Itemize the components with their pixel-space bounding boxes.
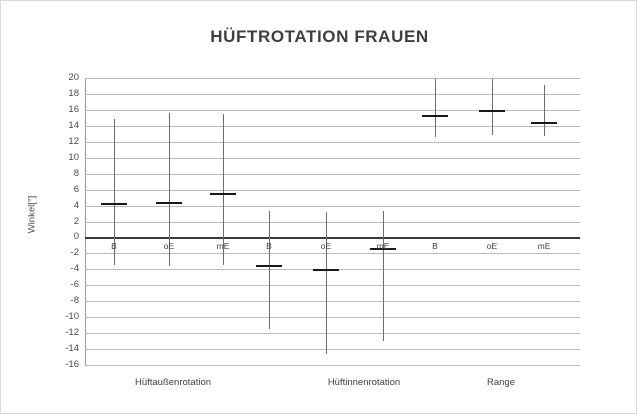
gridline: [85, 222, 580, 223]
range-whisker: [492, 79, 493, 135]
mean-marker: [313, 269, 339, 271]
gridline: [85, 301, 580, 302]
mean-marker: [101, 203, 127, 205]
gridline: [85, 285, 580, 286]
y-axis-label-box: [23, 161, 39, 281]
y-axis-tick-label: -14: [65, 343, 79, 355]
gridline: [85, 158, 580, 159]
y-axis-tick-label: 2: [73, 215, 79, 227]
y-axis-tick-label: -6: [70, 279, 79, 291]
group-axis-label: Hüftinnenrotation: [327, 377, 401, 388]
plot-area: [85, 78, 580, 365]
y-axis-label: Winkel[°]: [26, 195, 38, 234]
group-axis-label: Range: [487, 377, 515, 388]
y-axis-tick-label: -16: [65, 359, 79, 370]
y-axis-tick-label: -8: [70, 295, 79, 307]
series-point-label: B: [432, 241, 438, 252]
y-axis-tick-label: -12: [65, 327, 79, 339]
gridline: [85, 142, 580, 143]
gridline: [85, 206, 580, 207]
group-axis-label: Hüftaußenrotation: [134, 377, 212, 388]
range-whisker: [326, 212, 327, 354]
mean-marker: [531, 122, 557, 124]
y-axis-tick-label: 20: [68, 72, 79, 83]
series-point-label: oE: [163, 241, 175, 252]
gridline: [85, 94, 580, 95]
series-point-label: mE: [216, 241, 230, 252]
y-axis-tick-label: 10: [68, 151, 79, 163]
y-axis-tick-label: -10: [65, 311, 79, 323]
series-point-label: oE: [486, 241, 498, 252]
y-axis-tick-label: 4: [73, 199, 79, 211]
y-axis-tick-label: 8: [73, 167, 79, 179]
range-whisker: [269, 211, 270, 329]
y-axis-tick-label: 6: [73, 183, 79, 195]
mean-marker: [479, 110, 505, 112]
range-whisker: [383, 211, 384, 341]
gridline: [85, 78, 580, 79]
mean-marker: [256, 265, 282, 267]
y-axis-tick-label: -4: [70, 263, 79, 275]
gridline: [85, 333, 580, 334]
mean-marker: [422, 115, 448, 117]
y-axis-tick-label: 0: [73, 231, 79, 243]
range-whisker: [544, 85, 545, 136]
mean-marker: [156, 202, 182, 204]
gridline: [85, 190, 580, 191]
y-axis-tick-label: 18: [68, 87, 79, 99]
y-axis-tick-label: -2: [70, 247, 79, 259]
range-whisker: [435, 79, 436, 137]
mean-marker: [210, 193, 236, 195]
series-point-label: B: [111, 241, 117, 252]
y-axis-tick-label: 14: [68, 119, 79, 131]
zero-axis-line: [85, 237, 580, 239]
series-point-label: B: [266, 241, 272, 252]
gridline: [85, 110, 580, 111]
series-point-label: mE: [537, 241, 551, 252]
gridline: [85, 365, 580, 366]
y-axis-tick-label: 16: [68, 103, 79, 115]
gridline: [85, 317, 580, 318]
gridline: [85, 349, 580, 350]
series-point-label: mE: [376, 241, 390, 252]
y-axis-tick-label: 12: [68, 135, 79, 147]
gridline: [85, 126, 580, 127]
gridline: [85, 253, 580, 254]
chart-title: HÜFTROTATION FRAUEN: [210, 27, 429, 46]
series-point-label: oE: [320, 241, 332, 252]
gridline: [85, 174, 580, 175]
